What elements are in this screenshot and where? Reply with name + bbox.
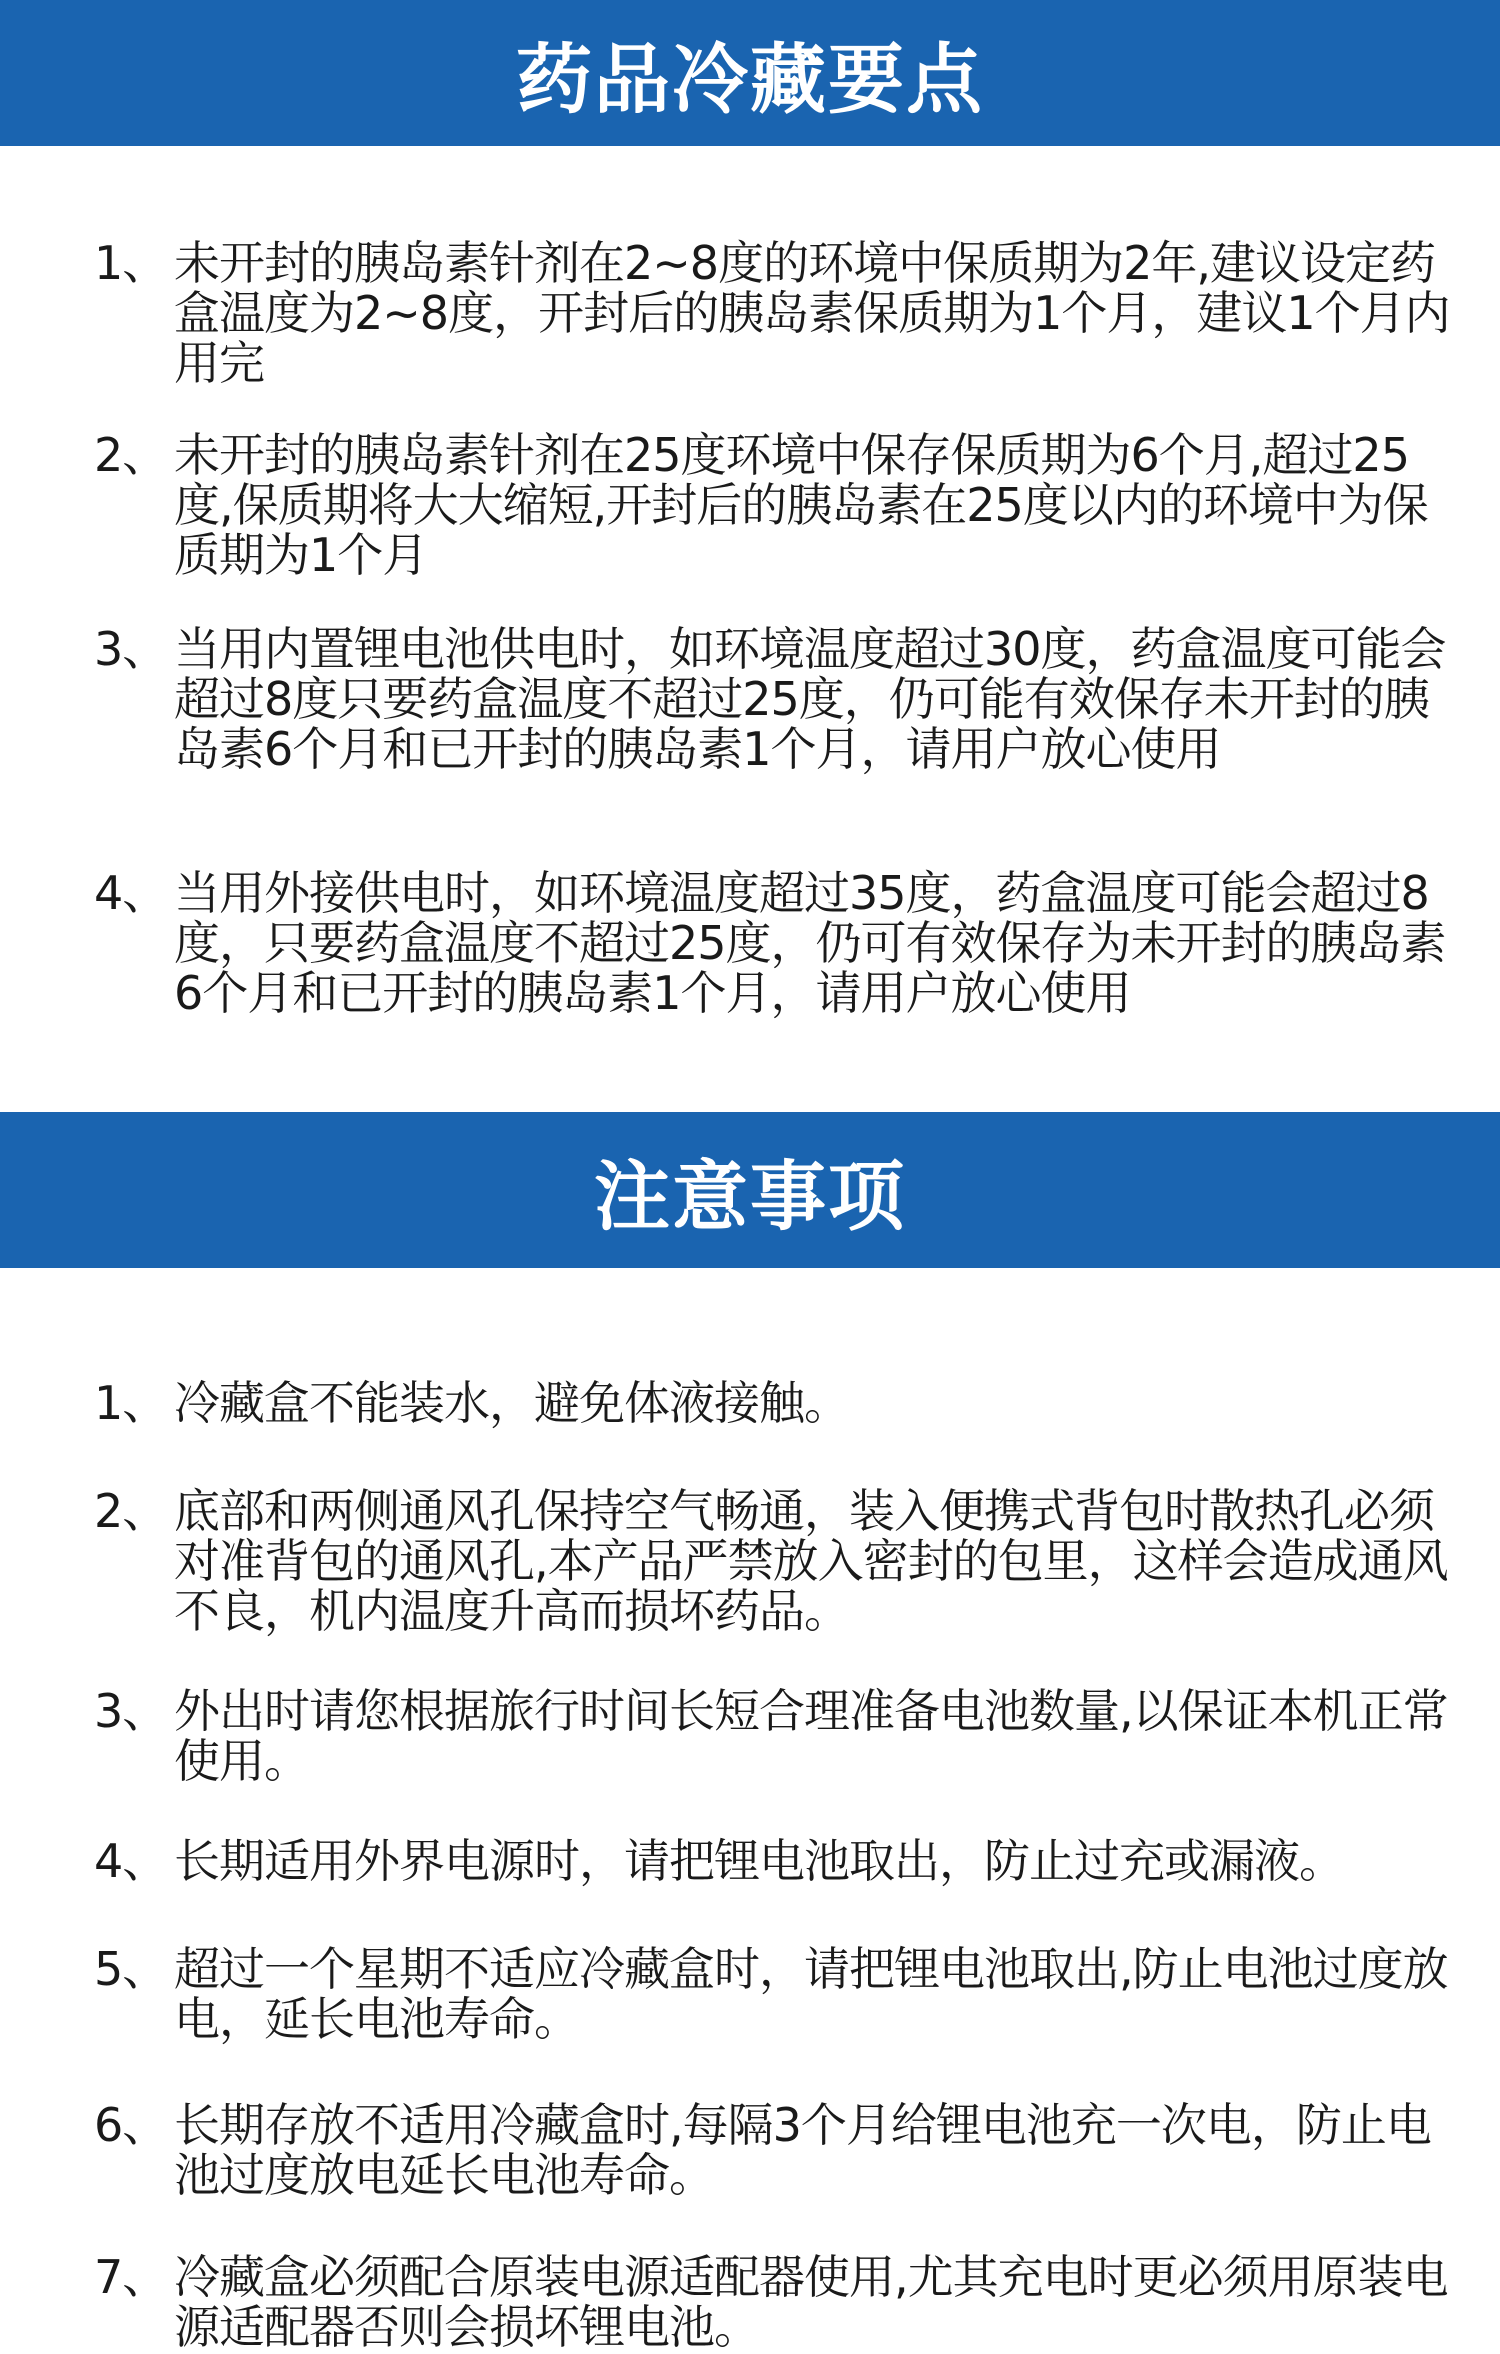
item-text: 长期存放不适用冷藏盒时,每隔3个月给锂电池充一次电，防止电池过度放电延长电池寿命。 bbox=[174, 2098, 1431, 2202]
list-item bbox=[94, 2100, 1454, 2200]
item-number: 2、 bbox=[94, 1484, 168, 1538]
item-text: 长期适用外界电源时，请把锂电池取出，防止过充或漏液。 bbox=[174, 1834, 1344, 1888]
item-text: 底部和两侧通风孔保持空气畅通，装入便携式背包时散热孔必须对准背包的通风孔,本产品严禁放入密封的包里，这样会造成通风不良，机内温度升高而损坏药品。 bbox=[174, 1484, 1448, 1638]
list-item bbox=[94, 1686, 1454, 1786]
item-text: 外出时请您根据旅行时间长短合理准备电池数量,以保证本机正常使用。 bbox=[174, 1684, 1448, 1788]
item-number: 4、 bbox=[94, 866, 168, 920]
list-item bbox=[94, 1486, 1454, 1636]
list-item bbox=[94, 624, 1454, 774]
list-item bbox=[94, 868, 1454, 1018]
section-header-storage bbox=[0, 0, 1500, 146]
item-text: 未开封的胰岛素针剂在2~8度的环境中保质期为2年,建议设定药盒温度为2~8度，开封后的胰岛素保质期为1个月，建议1个月内用完 bbox=[174, 236, 1450, 390]
item-number: 5、 bbox=[94, 1942, 168, 1996]
item-text: 未开封的胰岛素针剂在25度环境中保存保质期为6个月,超过25度,保质期将大大缩短,开封后的胰岛素在25度以内的环境中为保质期为1个月 bbox=[174, 428, 1428, 582]
item-number: 4、 bbox=[94, 1834, 168, 1888]
item-number: 2、 bbox=[94, 428, 168, 482]
item-number: 1、 bbox=[94, 1376, 168, 1430]
list-item bbox=[94, 430, 1454, 580]
item-text: 当用内置锂电池供电时，如环境温度超过30度，药盒温度可能会超过8度只要药盒温度不超过25度，仍可能有效保存未开封的胰岛素6个月和已开封的胰岛素1个月，请用户放心使用 bbox=[174, 622, 1446, 776]
item-text: 冷藏盒不能装水，避免体液接触。 bbox=[174, 1376, 849, 1430]
item-number: 6、 bbox=[94, 2098, 168, 2152]
list-item bbox=[94, 2252, 1454, 2352]
item-number: 1、 bbox=[94, 236, 168, 290]
section-header-notes bbox=[0, 1112, 1500, 1268]
item-number: 3、 bbox=[94, 622, 168, 676]
item-text: 冷藏盒必须配合原装电源适配器使用,尤其充电时更必须用原装电源适配器否则会损坏锂电池。 bbox=[174, 2250, 1448, 2354]
item-number: 3、 bbox=[94, 1684, 168, 1738]
item-text: 当用外接供电时，如环境温度超过35度，药盒温度可能会超过8度，只要药盒温度不超过25度，仍可有效保存为未开封的胰岛素6个月和已开封的胰岛素1个月，请用户放心使用 bbox=[174, 866, 1446, 1020]
section-title-notes: 注意事项 bbox=[594, 1151, 906, 1241]
section-title-storage: 药品冷藏要点 bbox=[516, 34, 984, 124]
list-item bbox=[94, 238, 1454, 388]
list-item bbox=[94, 1944, 1454, 2044]
list-item bbox=[94, 1836, 1454, 1886]
item-number: 7、 bbox=[94, 2250, 168, 2304]
list-item bbox=[94, 1378, 1454, 1428]
item-text: 超过一个星期不适应冷藏盒时，请把锂电池取出,防止电池过度放电，延长电池寿命。 bbox=[174, 1942, 1448, 2046]
